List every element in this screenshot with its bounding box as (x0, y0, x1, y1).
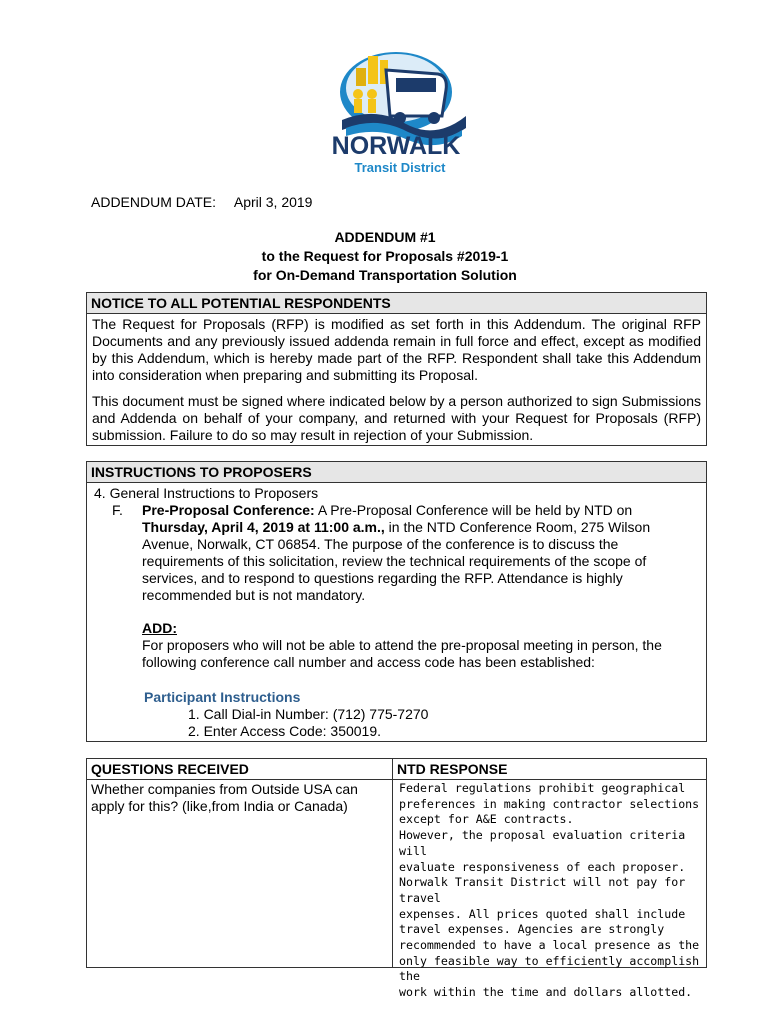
add-block (142, 620, 701, 671)
addendum-date-line (91, 194, 312, 210)
add-text: For proposers who will not be able to attend the pre-proposal meeting in person, the following conference call number and access code has been established: (142, 637, 662, 670)
sub-item-title: Pre-Proposal Conference: (142, 502, 315, 518)
questions-heading: QUESTIONS RECEIVED (87, 759, 392, 780)
document-title (0, 228, 770, 285)
instructions-heading: INSTRUCTIONS TO PROPOSERS (87, 462, 706, 483)
logo-emblem-icon (316, 50, 476, 178)
sub-item-text-b: in the NTD Conference Room, 275 Wilson Avenue, Norwalk, CT 06854. The purpose of the conference is to discuss the requirements of this solicitation, review the technical requirements of the scope of services, and to respond to questions regarding the RFP. Attendance is highly recommended but is not mandatory. (142, 519, 651, 603)
response-text: Federal regulations prohibit geographical preferences in making contractor selections except for A&E contracts. However, the proposal evaluation criteria will evaluate responsiveness of each proposer. Norwalk Transit District will not pay for travel expenses. All prices quoted shall include travel expenses. Agencies are strongly recommended to have a local presence as the only feasible way to efficiently accomplish the work within the time and dollars allotted. (399, 781, 700, 1000)
sub-item-text-a: A Pre-Proposal Conference will be held by NTD on (314, 502, 633, 518)
item-number: 4. (94, 485, 106, 501)
instructions-section (86, 461, 707, 742)
notice-body (87, 314, 706, 446)
notice-section (86, 292, 707, 446)
title-line-3: for On-Demand Transportation Solution (253, 267, 517, 283)
title-line-1: ADDENDUM #1 (334, 229, 436, 245)
instruction-item-4 (94, 485, 701, 502)
responses-column (393, 759, 706, 1000)
step-1: 1. Call Dial-in Number: (712) 775-7270 (188, 706, 429, 722)
svg-text:NORWALK: NORWALK (331, 132, 461, 160)
instructions-body (87, 483, 706, 745)
notice-paragraph-2: This document must be signed where indicated below by a person authorized to sign Submissions and Addenda on behalf of your company, and returned with your Request for Proposals (RFP) submission. Failure to do so may result in rejection of your Submission. (92, 393, 701, 443)
sub-item-date: Thursday, April 4, 2019 at 11:00 a.m., (142, 519, 385, 535)
notice-paragraph-1: The Request for Proposals (RFP) is modified as set forth in this Addendum. The original RFP Documents and any previously issued addenda remain in full force and effect, except as modified by this Addendum, which is hereby made part of the RFP. Respondent shall take this Addendum into consideration when preparing and submitting its Proposal. (92, 316, 701, 383)
responses-heading: NTD RESPONSE (393, 759, 706, 780)
questions-column (87, 759, 393, 967)
step-2: 2. Enter Access Code: 350019. (188, 723, 382, 739)
title-line-2: to the Request for Proposals #2019-1 (261, 248, 509, 264)
participant-instructions-heading: Participant Instructions (144, 689, 301, 705)
addendum-date-value: April 3, 2019 (233, 194, 313, 210)
svg-text:Transit District: Transit District (354, 160, 446, 175)
sub-item-f (112, 502, 701, 604)
addendum-date-label: ADDENDUM DATE: (91, 194, 216, 210)
qa-table (86, 758, 707, 1000)
sub-item-letter: F. (112, 502, 123, 518)
norwalk-transit-logo (316, 50, 476, 178)
add-label: ADD: (142, 620, 177, 636)
item-title: General Instructions to Proposers (109, 485, 319, 501)
question-text: Whether companies from Outside USA can apply for this? (like,from India or Canada) (91, 781, 358, 814)
notice-heading: NOTICE TO ALL POTENTIAL RESPONDENTS (87, 293, 706, 314)
